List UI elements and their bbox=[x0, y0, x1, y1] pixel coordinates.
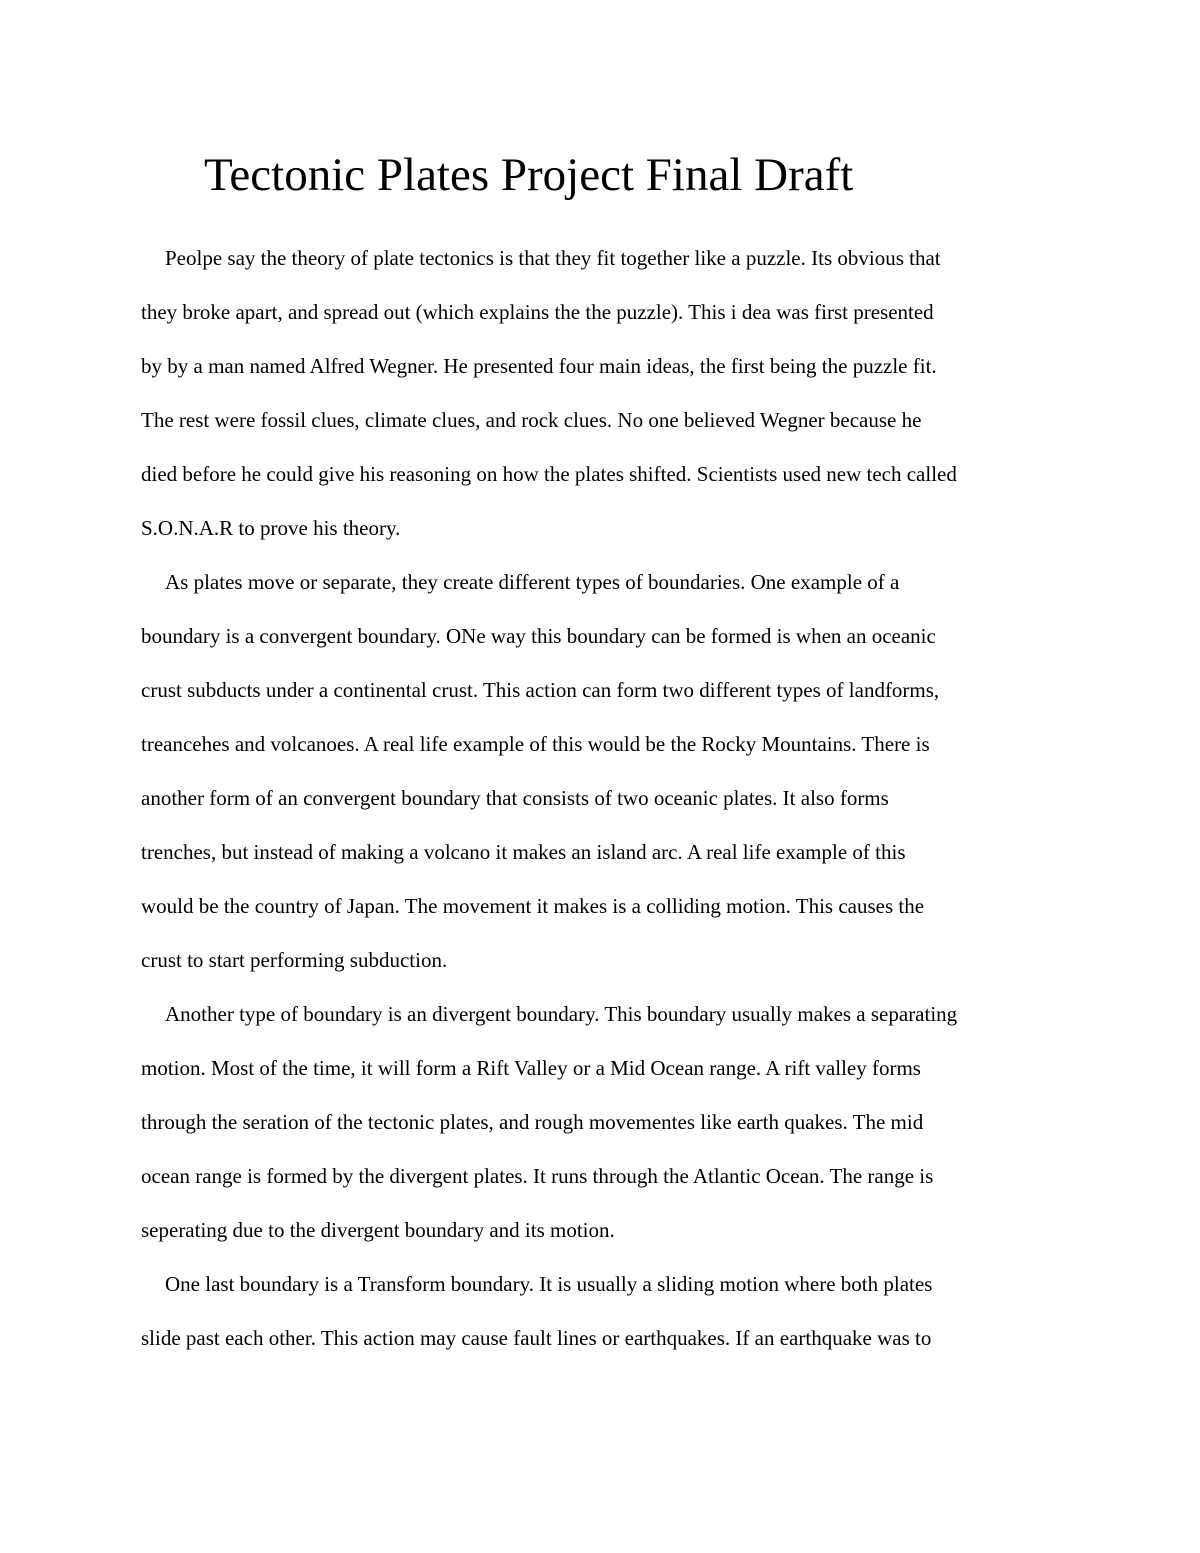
paragraph-line: through the seration of the tectonic plates, and rough movementes like earth quakes. The mid bbox=[141, 1110, 924, 1134]
paragraph-line: treancehes and volcanoes. A real life example of this would be the Rocky Mountains. There is bbox=[141, 732, 930, 756]
paragraph-line: S.O.N.A.R to prove his theory. bbox=[141, 516, 401, 540]
paragraph-line: crust subducts under a continental crust. This action can form two different types of landforms, bbox=[141, 678, 940, 702]
paragraph-line: boundary is a convergent boundary. ONe way this boundary can be formed is when an oceanic bbox=[141, 624, 936, 648]
paragraph-line: Another type of boundary is an divergent boundary. This boundary usually makes a separating bbox=[165, 1002, 958, 1026]
paragraph-line: motion. Most of the time, it will form a Rift Valley or a Mid Ocean range. A rift valley forms bbox=[141, 1056, 921, 1080]
paragraph-line: One last boundary is a Transform boundary. It is usually a sliding motion where both plates bbox=[165, 1272, 933, 1296]
document-title: Tectonic Plates Project Final Draft bbox=[204, 149, 854, 201]
paragraph-line: Peolpe say the theory of plate tectonics is that they fit together like a puzzle. Its obvious that bbox=[165, 246, 941, 270]
paragraph-line: ocean range is formed by the divergent plates. It runs through the Atlantic Ocean. The range is bbox=[141, 1164, 934, 1188]
paragraph-line: As plates move or separate, they create different types of boundaries. One example of a bbox=[165, 570, 900, 594]
document-body bbox=[141, 231, 1076, 1365]
paragraph-line: another form of an convergent boundary that consists of two oceanic plates. It also forms bbox=[141, 786, 889, 810]
paragraph-line: trenches, but instead of making a volcano it makes an island arc. A real life example of this bbox=[141, 840, 906, 864]
paragraph-line: The rest were fossil clues, climate clues, and rock clues. No one believed Wegner because he bbox=[141, 408, 922, 432]
paragraph-line: crust to start performing subduction. bbox=[141, 948, 448, 972]
paragraph-line: they broke apart, and spread out (which explains the the puzzle). This i dea was first presented bbox=[141, 300, 934, 324]
paragraph-line: would be the country of Japan. The movement it makes is a colliding motion. This causes the bbox=[141, 894, 925, 918]
paragraph-line: slide past each other. This action may cause fault lines or earthquakes. If an earthquake was to bbox=[141, 1326, 932, 1350]
paragraph-line: seperating due to the divergent boundary and its motion. bbox=[141, 1218, 615, 1242]
paragraph-line: by by a man named Alfred Wegner. He presented four main ideas, the first being the puzzle fit. bbox=[141, 354, 937, 378]
paragraph-line: died before he could give his reasoning on how the plates shifted. Scientists used new tech called bbox=[141, 462, 957, 486]
